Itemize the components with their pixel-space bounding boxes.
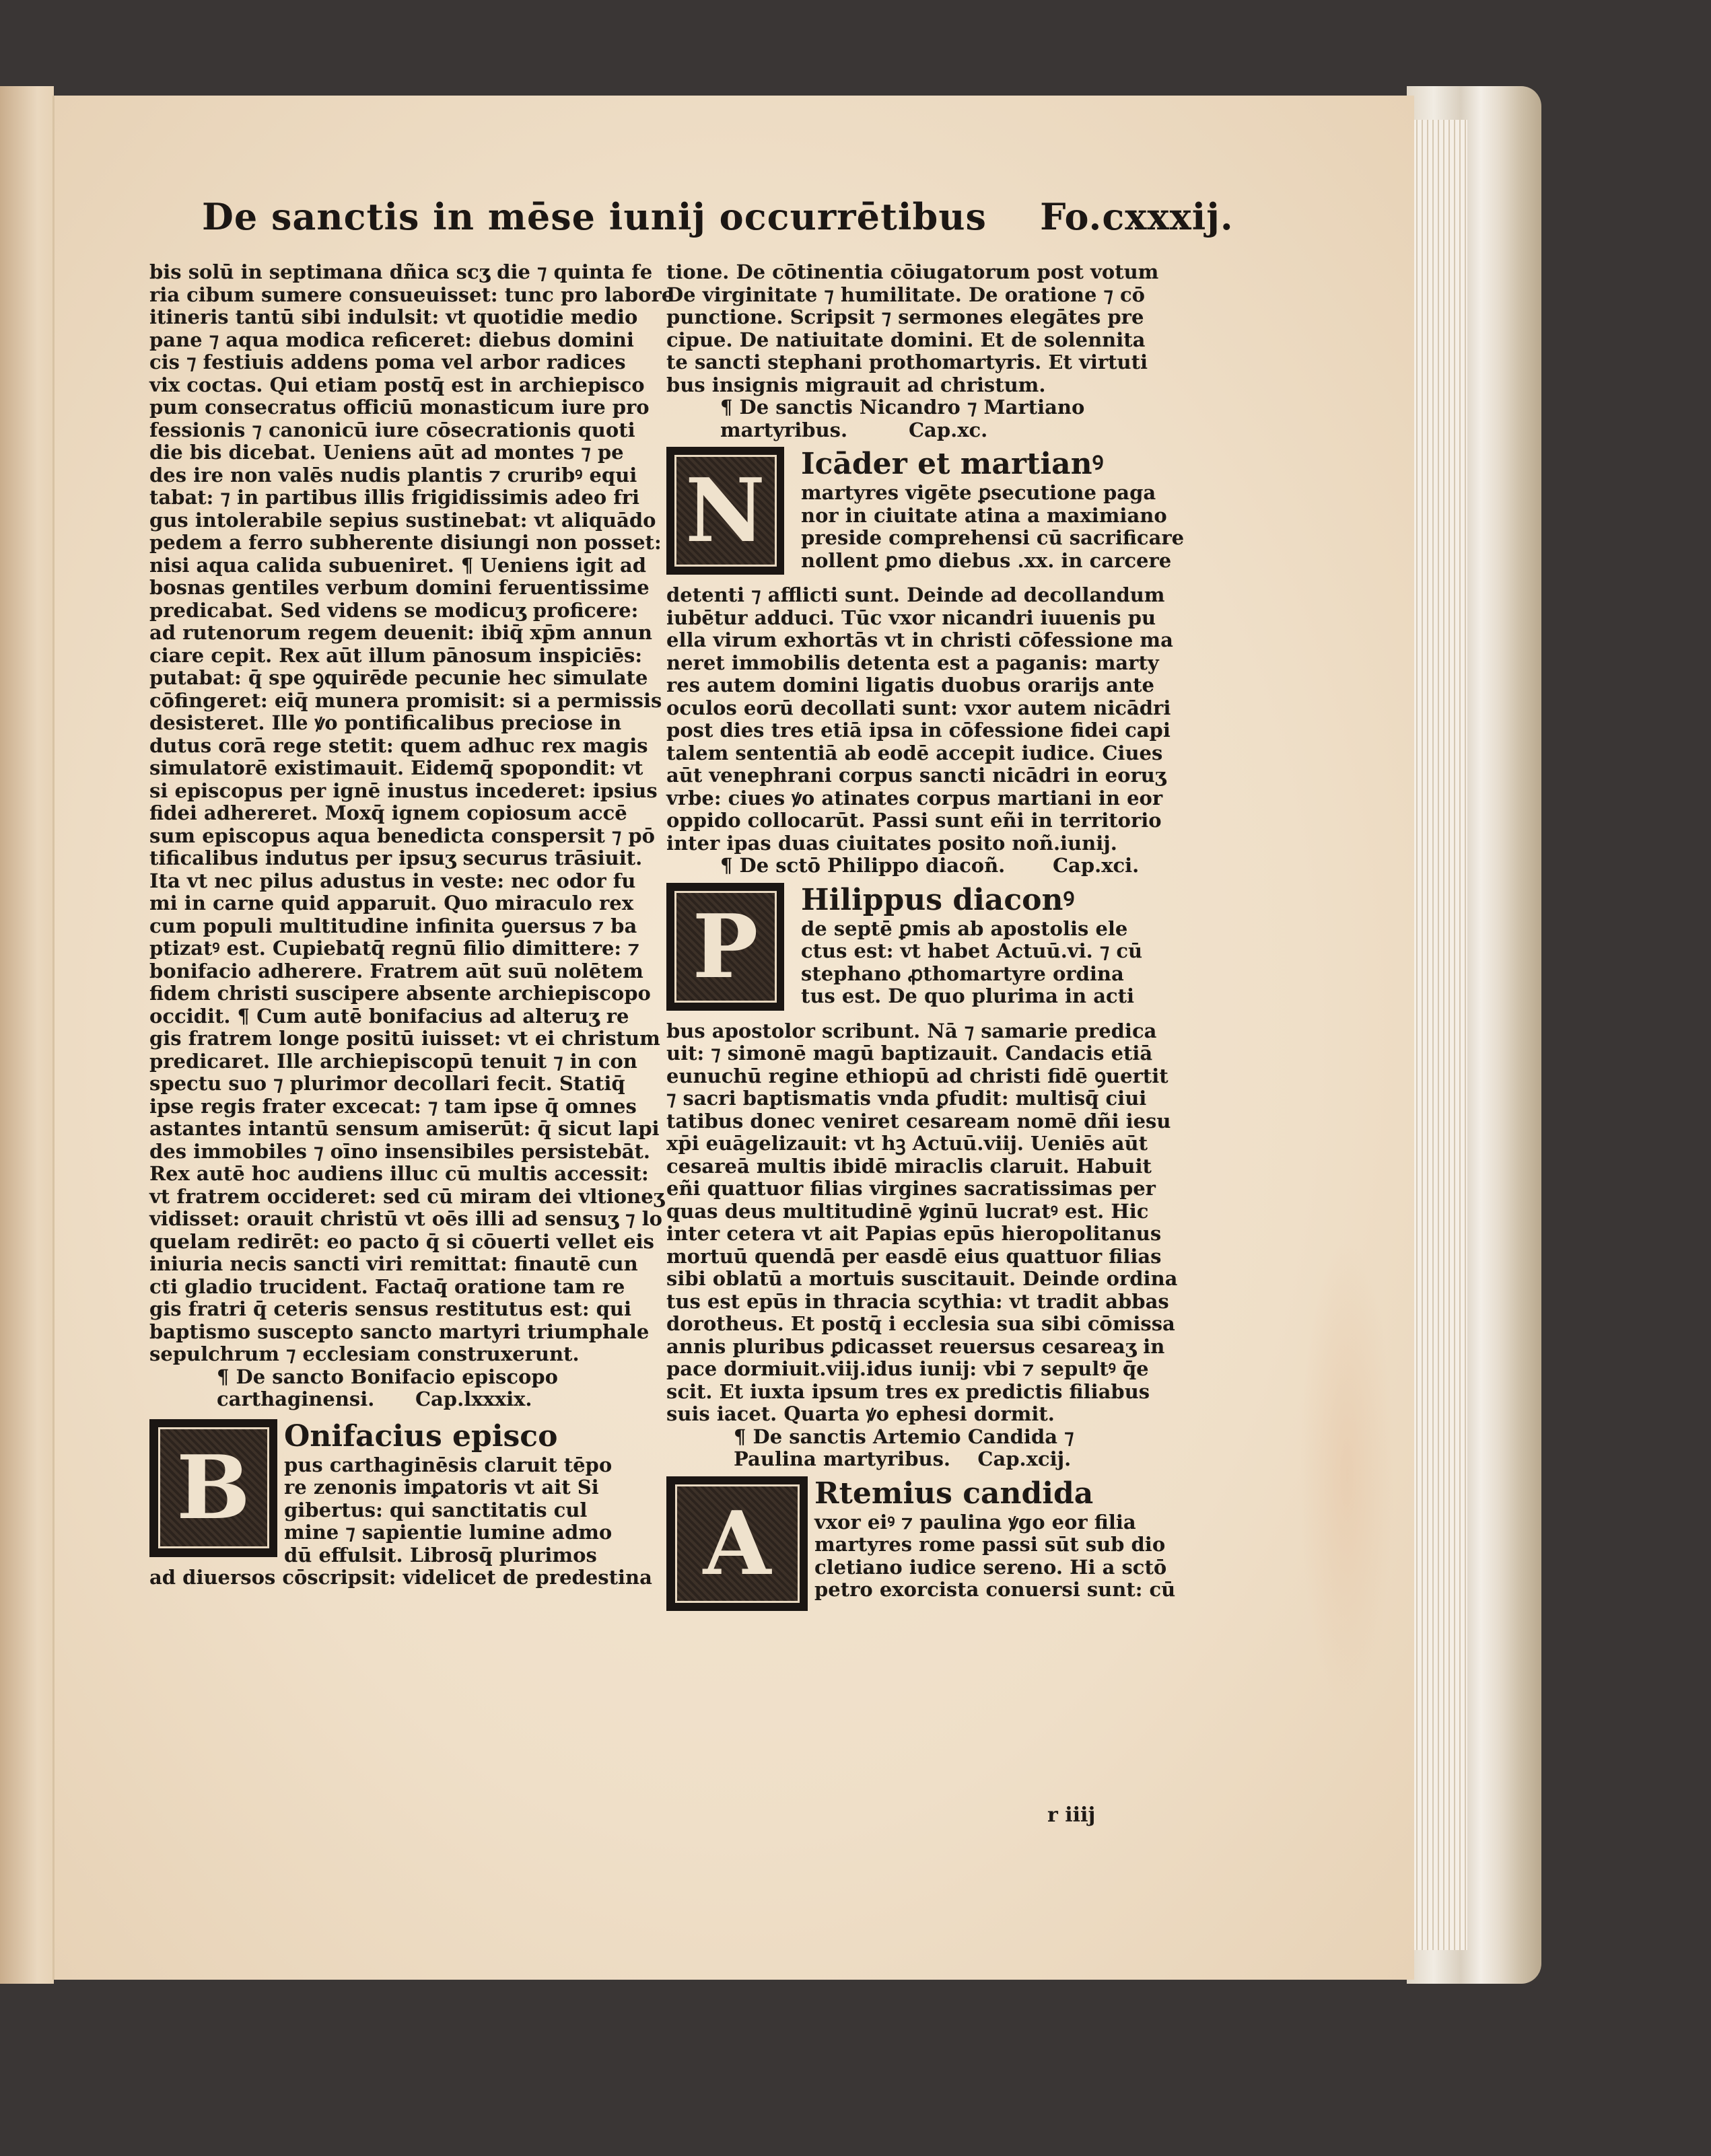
text-line: tione. De cōtinentia cōiugatorum post votum [666, 260, 1159, 283]
right-column-text [666, 583, 1173, 855]
text-line: gibertus: qui sanctitatis cul [284, 1498, 588, 1521]
text-line: De virginitate ⁊ humilitate. De oratione ⁊ cō [666, 283, 1146, 306]
text-line: pace dormiuit.viij.idus iunij: vbi ⁊ sepultꝰ q̄e [666, 1357, 1149, 1380]
right-column-text [666, 260, 1159, 396]
page-stain [1300, 1239, 1394, 1711]
text-line: bonifacio adherere. Fratrem aūt suū nolētem [149, 959, 643, 982]
right-column-text [666, 1019, 1178, 1426]
text-line: sepulchrum ⁊ ecclesiam construxerunt. [149, 1342, 580, 1365]
chapter-rubric: ¶ De sancto Bonifacio episcopo [217, 1365, 558, 1388]
text-line: gus intolerabile sepius sustinebat: vt aliquādo [149, 508, 656, 532]
text-line: oculos eorū decollati sunt: vxor autem nicādri [666, 696, 1171, 719]
text-line: martyres rome passi sūt sub dio [814, 1533, 1166, 1556]
text-line: spectu suo ⁊ plurimor decollari fecit. Statiq̄ [149, 1072, 625, 1095]
initial-paragraph [801, 447, 1185, 572]
text-line: des ire non valēs nudis plantis ⁊ cruribꝰ equi [149, 463, 637, 487]
text-line: Onifacius episco [284, 1418, 558, 1453]
text-line: eñi quattuor filias virgines sacratissimas per [666, 1177, 1156, 1200]
text-line: ad rutenorum regem deuenit: ibiq̄ xp̄m annun [149, 621, 652, 644]
text-line: itineris tantū sibi indulsit: vt quotidie medio [149, 306, 638, 328]
text-line: fessionis ⁊ canonicū iure cōsecrationis quoti [149, 418, 635, 441]
text-line: Rtemius candida [814, 1476, 1094, 1511]
text-line: Icāder et martianꝰ [801, 447, 1104, 481]
text-line: bus insignis migrauit ad christum. [666, 373, 1046, 396]
text-line: quas deus multitudinē ꝟginū lucratꝰ est. Hic [666, 1199, 1149, 1223]
text-line: mi in carne quid apparuit. Quo miraculo rex [149, 892, 633, 914]
left-page-edge [0, 86, 54, 1984]
chapter-rubric-line: Paulina martyribus. Cap.xcij. [734, 1447, 1072, 1470]
chapter-rubric: ¶ De sanctis Nicandro ⁊ Martiano [720, 396, 1085, 419]
decorated-initial: A [666, 1476, 808, 1611]
text-line: bosnas gentiles verbum domini feruentissime [149, 576, 650, 599]
text-line: ria cibum sumere consueuisset: tunc pro labore [149, 283, 674, 306]
text-line: cōfingeret: eiq̄ munera promisit: si a permissis [149, 688, 662, 712]
text-line: gis fratrem longe positū iuisset: vt ei christum [149, 1027, 660, 1050]
text-line: nollent ꝑmo diebus .xx. in carcere [801, 548, 1172, 572]
text-line: talem sententiā ab eodē accepit iudice. Ciues [666, 741, 1163, 764]
text-line: fidem christi suscipere absente archiepiscopo [149, 982, 651, 1005]
initial-paragraph [814, 1476, 1176, 1602]
initial-paragraph [801, 882, 1143, 1008]
text-line: gis fratri q̄ ceteris sensus restitutus est: qui [149, 1297, 631, 1320]
text-line: bus apostolor scribunt. Nā ⁊ samarie predica [666, 1019, 1157, 1042]
text-line: desisteret. Ille ꝟo pontificalibus preciose in [149, 711, 622, 734]
text-line: neret immobilis detenta est a paganis: marty [666, 651, 1159, 674]
text-line: cletiano iudice sereno. Hi a sctō [814, 1555, 1167, 1579]
text-line: vidisset: orauit christū vt oēs illi ad sensuʒ ⁊ lo [149, 1207, 663, 1230]
text-line: re zenonis imꝑatoris vt ait Si [284, 1476, 599, 1499]
running-head-title: De sanctis in mēse iunij occurrētibus [202, 195, 987, 238]
text-line: ad diuersos cōscripsit: videlicet de predestina [149, 1565, 652, 1589]
text-line: post dies tres etiā ipsa in cōfessione fidei capi [666, 719, 1171, 742]
text-line: bis solū in septimana dñica scʒ die ⁊ quinta fe [149, 260, 653, 283]
text-line: vix coctas. Qui etiam postq̄ est in archiepisco [149, 373, 645, 396]
text-line: Ita vt nec pilus adustus in veste: nec odor fu [149, 869, 636, 892]
text-line: iubētur adduci. Tūc vxor nicandri iuuenis pu [666, 606, 1156, 629]
text-line: occidit. ¶ Cum autē bonifacius ad alteruʒ re [149, 1004, 629, 1028]
text-line: predicaret. Ille archiepiscopū tenuit ⁊ in con [149, 1049, 637, 1073]
text-line: pane ⁊ aqua modica reficeret: diebus domini [149, 328, 634, 351]
chapter-rubric: ¶ De sanctis Artemio Candida ⁊ [734, 1425, 1074, 1448]
text-line: mortuū quendā per easdē eius quattuor filias [666, 1244, 1162, 1268]
text-line: pum consecratus officiū monasticum iure pro [149, 396, 650, 419]
text-line: ipse regis frater excecat: ⁊ tam ipse q̄ omnes [149, 1094, 637, 1118]
text-line: pus carthaginēsis claruit tēpo [284, 1453, 613, 1476]
text-line: aūt venephrani corpus sancti nicādri in eoruʒ [666, 764, 1166, 787]
text-line: pedem a ferro subherente disiungi non posset: [149, 531, 662, 554]
text-line: cis ⁊ festiuis addens poma vel arbor radices [149, 351, 626, 373]
text-line: res autem domini ligatis duobus orarijs ante [666, 674, 1154, 696]
initial-paragraph [284, 1419, 634, 1567]
text-line: vt fratrem occideret: sed cū miram dei vltioneʒ [149, 1184, 665, 1208]
initial-block [666, 882, 1143, 1017]
text-line: dutus corā rege stetit: quem adhuc rex magis [149, 733, 648, 757]
text-line: suis iacet. Quarta ꝟo ephesi dormit. [666, 1402, 1055, 1425]
initial-block [666, 1476, 1176, 1611]
text-line: ella virum exhortās vt in christi cōfessione ma [666, 628, 1173, 651]
text-line: sum episcopus aqua benedicta conspersit ⁊ pō [149, 824, 655, 847]
text-line: quelam redirēt: eo pacto q̄ si cōuerti vellet eis [149, 1229, 655, 1253]
text-line: die bis dicebat. Ueniens aūt ad montes ⁊ pe [149, 441, 624, 464]
text-line: sibi oblatū a mortuis suscitauit. Deinde ordina [666, 1267, 1178, 1290]
text-line: vrbe: ciues ꝟo atinates corpus martiani in eor [666, 786, 1163, 810]
text-line: vxor eiꝰ ⁊ paulina ꝟgo eor filia [814, 1510, 1136, 1534]
text-line: tatibus donec veniret cesaream nomē dñi iesu [666, 1109, 1171, 1133]
fore-edge-pages [1407, 86, 1541, 1984]
chapter-number: Cap.xcij. [977, 1447, 1072, 1470]
text-line: petro exorcista conuersi sunt: cū [814, 1578, 1176, 1601]
text-line: ptizatꝰ est. Cupiebatq̄ regnū filio dimittere: ⁊ [149, 937, 639, 960]
chapter-number: Cap.lxxxix. [415, 1388, 532, 1410]
text-line: scit. Et iuxta ipsum tres ex predictis filiabus [666, 1379, 1150, 1403]
text-line: ⁊ sacri baptismatis vnda ꝑfudit: multisq̄ ciui [666, 1087, 1147, 1110]
text-line: punctione. Scripsit ⁊ sermones elegātes pre [666, 306, 1144, 328]
initial-block [666, 447, 1185, 581]
signature-mark: r iiij [1047, 1803, 1096, 1827]
text-line: dū effulsit. Librosq̄ plurimos [284, 1543, 597, 1567]
text-line: cesareā multis ibidē miraclis claruit. Habuit [666, 1154, 1152, 1178]
text-line: te sancti stephani prothomartyris. Et virtuti [666, 351, 1148, 373]
text-line: detenti ⁊ afflicti sunt. Deinde ad decollandum [666, 583, 1165, 606]
left-column [149, 260, 674, 1589]
text-line: dorotheus. Et postq̄ i ecclesia sua sibi cōmissa [666, 1312, 1175, 1335]
text-line: cipue. De natiuitate domini. Et de solennita [666, 328, 1146, 351]
text-line: xp̄i euāgelizauit: vt hꝫ Actuū.viij. Ueniēs aūt [666, 1132, 1148, 1155]
text-line: mine ⁊ sapientie lumine admo [284, 1521, 613, 1544]
text-line: preside comprehensi cū sacrificare [801, 526, 1185, 549]
chapter-rubric-line: ¶ De sctō Philippo diacoñ. Cap.xci. [720, 854, 1140, 877]
text-line: oppido collocarūt. Passi sunt eñi in territorio [666, 809, 1162, 832]
text-line: iniuria necis sancti viri remittat: finautē cun [149, 1252, 638, 1275]
chapter-rubric-line: martyribus. Cap.xc. [720, 418, 988, 441]
text-line: annis pluribus ꝑdicasset reuersus cesareaʒ in [666, 1334, 1165, 1358]
text-line: astantes intantū sensum amiserūt: q̄ sicut lapi [149, 1117, 660, 1140]
text-line: Rex autē hoc audiens illuc cū multis accessit: [149, 1162, 649, 1185]
text-line: Hilippus diaconꝰ [801, 882, 1075, 917]
text-line: simulatorē existimauit. Eidemq̄ spopondit: vt [149, 756, 643, 779]
text-line: inter cetera vt ait Papias epūs hieropolitanus [666, 1222, 1162, 1245]
text-line: de septē ꝑmis ab apostolis ele [801, 917, 1128, 940]
text-line: nisi aqua calida subueniret. ¶ Ueniens igit ad [149, 553, 647, 577]
text-line: martyres vigēte ꝑsecutione paga [801, 481, 1156, 504]
text-line: stephano ꝓthomartyre ordina [801, 962, 1124, 985]
text-line: uit: ⁊ simonē magū baptizauit. Candacis etiā [666, 1042, 1153, 1065]
decorated-initial: N [666, 447, 784, 575]
decorated-initial: B [149, 1419, 277, 1557]
text-line: nor in ciuitate atina a maximiano [801, 503, 1167, 527]
text-line: fidei adhereret. Moxq̄ ignem copiosum accē [149, 801, 627, 824]
decorated-initial: P [666, 883, 784, 1011]
text-line: ctus est: vt habet Actuū.vi. ⁊ cū [801, 939, 1143, 962]
text-line: inter ipas duas ciuitates posito noñ.iunij. [666, 831, 1117, 855]
folio-number: Fo.cxxxij. [1040, 195, 1234, 238]
left-column-text [149, 260, 674, 1366]
chapter-number: Cap.xci. [1052, 854, 1140, 877]
text-line: cum populi multitudine infinita ꝯuersus ⁊ ba [149, 914, 637, 937]
text-line: tabat: ⁊ in partibus illis frigidissimis adeo fri [149, 486, 640, 509]
chapter-number: Cap.xc. [908, 418, 988, 441]
running-head [202, 195, 1234, 238]
text-line: ciare cepit. Rex aūt illum pānosum inspiciēs: [149, 643, 643, 667]
right-column [666, 260, 1185, 1614]
text-line: des immobiles ⁊ oīno insensibiles persistebāt. [149, 1139, 651, 1163]
text-line: tificalibus indutus per ipsuʒ securus trāsiuit. [149, 847, 643, 869]
text-line: si episcopus per ignē inustus incederet: ipsius [149, 779, 658, 802]
text-line: tus est. De quo plurima in acti [801, 984, 1135, 1007]
text-line: tus est epūs in thracia scythia: vt tradit abbas [666, 1289, 1169, 1313]
initial-block [149, 1418, 634, 1567]
text-line: eunuchū regine ethiopū ad christi fidē ꝯuertit [666, 1064, 1168, 1087]
text-line: predicabat. Sed videns se modicuʒ proficere: [149, 598, 639, 622]
text-line: baptismo suscepto sancto martyri triumphale [149, 1320, 650, 1343]
text-line: putabat: q̄ spe ꝯquirēde pecunie hec simulate [149, 666, 648, 689]
text-line: cti gladio trucident. Factaq̄ oratione tam re [149, 1274, 625, 1298]
chapter-rubric-line: carthaginensi. Cap.lxxxix. [217, 1388, 532, 1410]
